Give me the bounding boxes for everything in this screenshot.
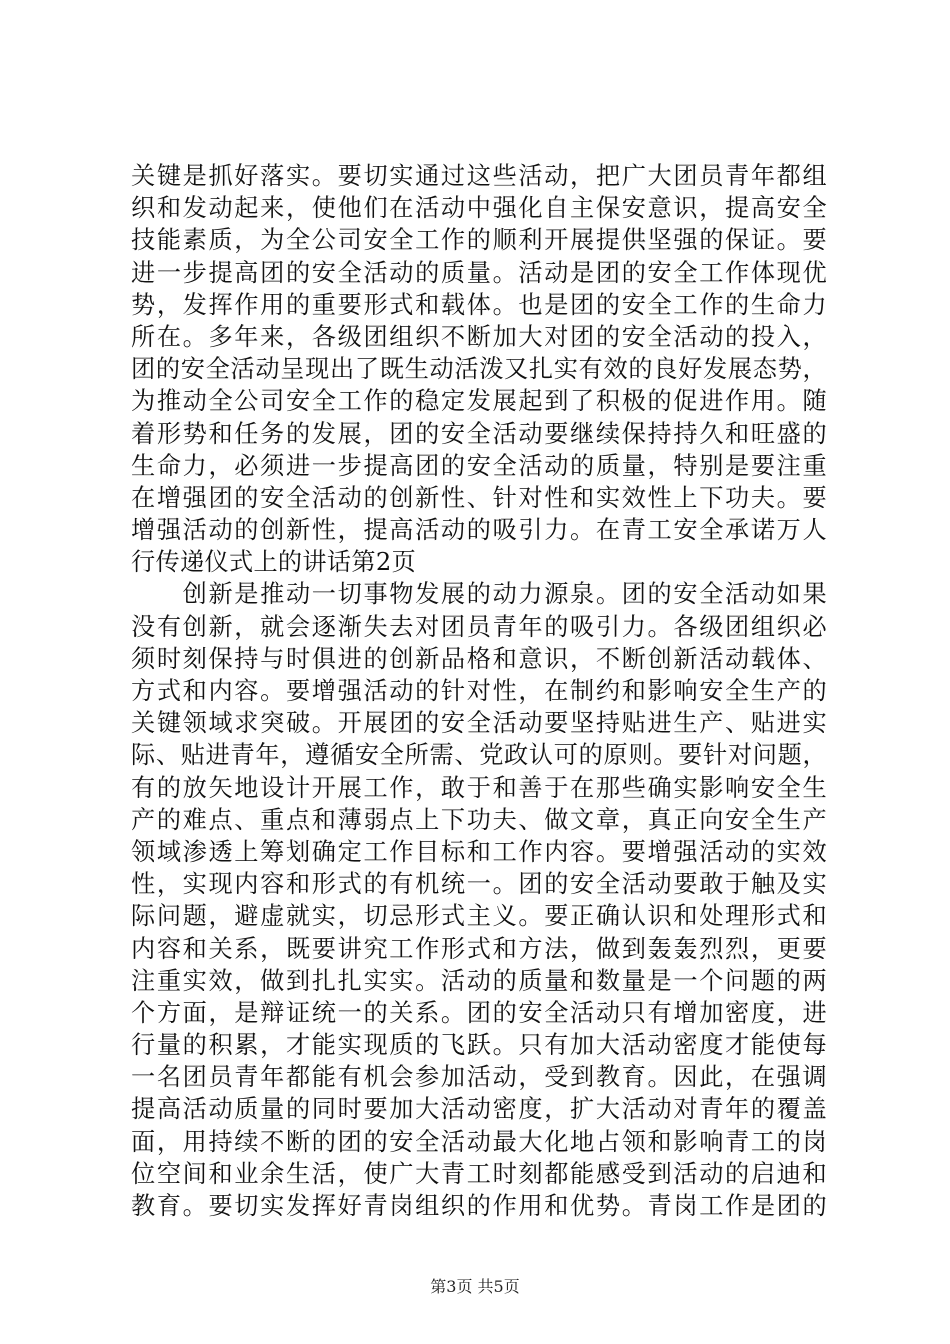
text-line: 位空间和业余生活，使广大青工时刻都能感受到活动的启迪和 bbox=[131, 1159, 827, 1188]
document-body bbox=[131, 160, 827, 1222]
text-line: 注重实效，做到扎扎实实。活动的质量和数量是一个问题的两 bbox=[131, 966, 827, 995]
text-line: 所在。多年来，各级团组织不断加大对团的安全活动的投入， bbox=[131, 322, 827, 351]
text-line: 为推动全公司安全工作的稳定发展起到了积极的促进作用。随 bbox=[131, 387, 827, 416]
text-line: 须时刻保持与时俱进的创新品格和意识，不断创新活动载体、 bbox=[131, 644, 827, 673]
paragraph-2 bbox=[131, 578, 827, 1222]
text-line: 提高活动质量的同时要加大活动密度，扩大活动对青年的覆盖 bbox=[131, 1095, 827, 1124]
text-line: 教育。要切实发挥好青岗组织的作用和优势。青岗工作是团的 bbox=[131, 1192, 827, 1220]
page-footer bbox=[0, 1277, 950, 1297]
text-line: 在增强团的安全活动的创新性、针对性和实效性上下功夫。要 bbox=[131, 483, 827, 512]
page-number: 第3页 共5页 bbox=[430, 1277, 520, 1296]
text-line: 着形势和任务的发展，团的安全活动要继续保持持久和旺盛的 bbox=[131, 419, 827, 448]
text-line: 领域渗透上筹划确定工作目标和工作内容。要增强活动的实效 bbox=[131, 837, 827, 866]
paragraph-1 bbox=[131, 160, 827, 578]
text-line: 关键领域求突破。开展团的安全活动要坚持贴进生产、贴进实 bbox=[131, 709, 827, 738]
text-line: 方式和内容。要增强活动的针对性，在制约和影响安全生产的 bbox=[131, 677, 827, 705]
text-line: 际问题，避虚就实，切忌形式主义。要正确认识和处理形式和 bbox=[131, 902, 827, 931]
text-line: 增强活动的创新性，提高活动的吸引力。在青工安全承诺万人 bbox=[131, 516, 827, 545]
text-line: 行量的积累，才能实现质的飞跃。只有加大活动密度才能使每 bbox=[131, 1031, 827, 1060]
text-line: 内容和关系，既要讲究工作形式和方法，做到轰轰烈烈，更要 bbox=[131, 934, 827, 963]
text-line: 有的放矢地设计开展工作，敢于和善于在那些确实影响安全生 bbox=[131, 773, 827, 802]
text-line: 一名团员青年都能有机会参加活动，受到教育。因此，在强调 bbox=[131, 1063, 827, 1092]
text-line: 团的安全活动呈现出了既生动活泼又扎实有效的良好发展态势， bbox=[131, 355, 827, 384]
text-line: 个方面，是辩证统一的关系。团的安全活动只有增加密度，进 bbox=[131, 998, 827, 1027]
text-line: 创新是推动一切事物发展的动力源泉。团的安全活动如果 bbox=[131, 580, 827, 609]
text-line: 进一步提高团的安全活动的质量。活动是团的安全工作体现优 bbox=[131, 258, 827, 287]
text-line: 没有创新，就会逐渐失去对团员青年的吸引力。各级团组织必 bbox=[131, 612, 827, 641]
text-line: 势，发挥作用的重要形式和载体。也是团的安全工作的生命力 bbox=[131, 290, 827, 319]
text-line: 际、贴进青年，遵循安全所需、党政认可的原则。要针对问题， bbox=[131, 741, 827, 770]
text-line: 性，实现内容和形式的有机统一。团的安全活动要敢于触及实 bbox=[131, 870, 827, 899]
text-line: 行传递仪式上的讲话第2页 bbox=[131, 548, 417, 577]
text-line: 生命力，必须进一步提高团的安全活动的质量，特别是要注重 bbox=[131, 451, 827, 480]
text-line: 面，用持续不断的团的安全活动最大化地占领和影响青工的岗 bbox=[131, 1127, 827, 1156]
text-line: 关键是抓好落实。要切实通过这些活动，把广大团员青年都组 bbox=[131, 162, 827, 190]
text-line: 产的难点、重点和薄弱点上下功夫、做文章，真正向安全生产 bbox=[131, 805, 827, 834]
text-line: 技能素质，为全公司安全工作的顺利开展提供坚强的保证。要 bbox=[131, 226, 827, 255]
text-line: 织和发动起来，使他们在活动中强化自主保安意识，提高安全 bbox=[131, 194, 827, 223]
